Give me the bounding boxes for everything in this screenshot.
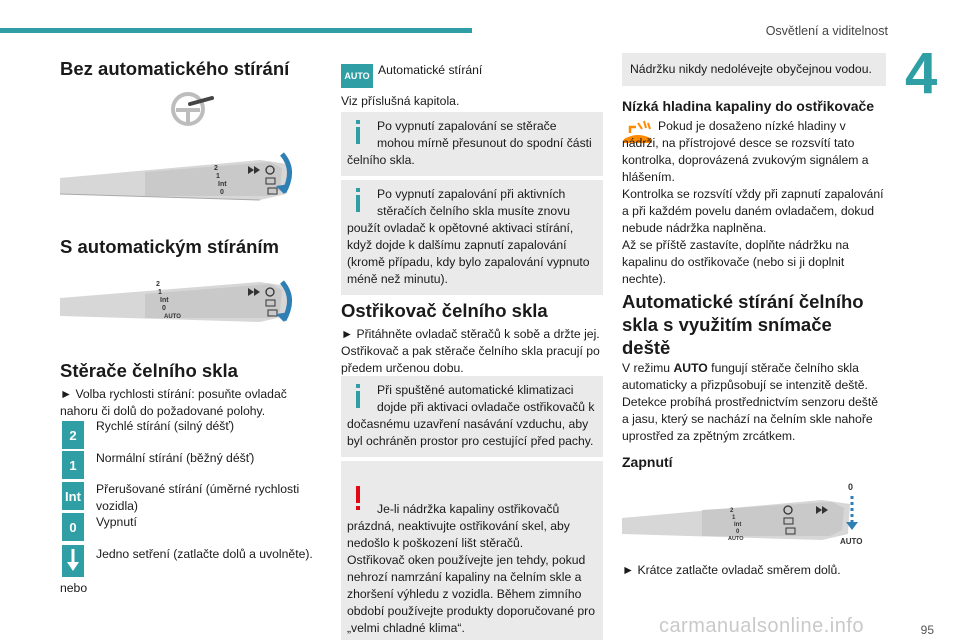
lever-label-2: 2 bbox=[214, 165, 218, 172]
lever3-auto-label: AUTO bbox=[840, 537, 863, 546]
auto-badge-icon: AUTO bbox=[341, 64, 373, 88]
info-icon bbox=[347, 118, 369, 146]
speed-icon-0: 0 bbox=[62, 513, 84, 541]
nebo-text: nebo bbox=[60, 581, 88, 595]
section-title: Osvětlení a viditelnost bbox=[765, 24, 888, 38]
speed-icon-2: 2 bbox=[62, 421, 84, 449]
heading-rain-sensor: Automatické stírání čelního skla s využitím snímače deště bbox=[622, 291, 864, 359]
lever-label-int: Int bbox=[218, 181, 227, 188]
speed-label-0: Vypnutí bbox=[96, 515, 137, 529]
heading-switch-on: Zapnutí bbox=[622, 454, 673, 470]
switch-on-text: ► Krátce zatlačte ovladač směrem dolů. bbox=[622, 563, 841, 577]
info-note-2: Po vypnutí zapalování při aktivních stěračích čelního skla musíte znovu použít ovladač k opětovné aktivaci stírání, když dojde k dalšímu zapnutí zapalování (kromě případu, kdy bylo zapalování vypnuto méně než minutu). bbox=[341, 180, 603, 295]
lever-auto-label-auto: AUTO bbox=[164, 314, 181, 320]
washer-text: ► Přitáhněte ovladač stěračů k sobě a držte jej. Ostřikovač a pak stěrače čelního skla pracují po předem určenou dobu. bbox=[341, 327, 600, 375]
info-icon bbox=[347, 382, 369, 410]
steering-wheel-icon bbox=[170, 88, 218, 133]
down-arrow-icon bbox=[62, 545, 84, 577]
lever3-label-2: 2 bbox=[730, 508, 734, 514]
info-note-1: Po vypnutí zapalování se stěrače mohou mírně přesunout do spodní části čelního skla. bbox=[341, 112, 603, 176]
wiper-lever-illustration bbox=[60, 150, 300, 212]
lever3-label-int: Int bbox=[734, 522, 742, 528]
wipers-intro-text: ► Volba rychlosti stírání: posuňte ovladač nahoru či dolů do požadované polohy. bbox=[60, 387, 287, 418]
lever3-label-1: 1 bbox=[732, 515, 736, 521]
speed-label-single: Jedno setření (zatlačte dolů a uvolněte). bbox=[96, 547, 313, 561]
note-top: Nádržku nikdy nedolévejte obyčejnou vodou. bbox=[622, 53, 886, 86]
warning-icon bbox=[347, 484, 369, 512]
chapter-number: 4 bbox=[905, 41, 938, 106]
wiper-lever-switch-on-illustration bbox=[622, 478, 872, 550]
warning-note: Je-li nádržka kapaliny ostřikovačů prázdná, neaktivujte ostřikování skel, aby nedošlo k poškození lišt stěračů. Ostřikovač oken používejte jen tehdy, pokud nehrozí namrzání kapaliny na čelním skle a zhoršení výhledu z vozidla. Během zimního období používejte produkty doporučované pro „velmi chladné klima“. bbox=[341, 461, 603, 640]
speed-label-2: Rychlé stírání (silný déšť) bbox=[96, 419, 234, 433]
lever-label-1: 1 bbox=[216, 173, 220, 180]
rain-sensor-text: V režimu AUTO fungují stěrače čelního skla automaticky a přizpůsobují se intenzitě deště. Detekce probíhá prostřednictvím senzoru deště a jasu, který se nachází na čelním skle nahoře uprostřed za zpětným zrcátkem. bbox=[622, 361, 879, 443]
lever-auto-label-0: 0 bbox=[162, 305, 166, 312]
speed-label-1: Normální stírání (běžný déšť) bbox=[96, 451, 255, 465]
speed-icon-1: 1 bbox=[62, 451, 84, 479]
see-chapter-text: Viz příslušná kapitola. bbox=[341, 94, 460, 108]
speed-icon-int: Int bbox=[62, 482, 84, 510]
speed-label-int: Přerušované stírání (úměrné rychlosti vozidla) bbox=[96, 482, 300, 513]
lever3-zero-label: 0 bbox=[848, 482, 854, 492]
heading-no-auto-wiping: Bez automatického stírání bbox=[60, 58, 290, 79]
low-level-text: Pokud je dosaženo nízké hladiny v nádrži, na přístrojové desce se rozsvítí tato kontrolka, doprovázená zvukovým signálem a hlášením. Kontrolka se rozsvítí vždy při zapnutí zapalování a při každém povelu daném ovladačem, dokud nebude nádržka naplněna. Až se příště zastavíte, doplňte nádržku na kapalinu do ostřikovače (nebo si ji doplnit nechte). bbox=[622, 119, 884, 286]
header-accent-bar bbox=[0, 28, 472, 33]
lever-auto-label-int: Int bbox=[160, 297, 169, 304]
curved-arrow-icon bbox=[272, 152, 298, 201]
curved-arrow-icon bbox=[272, 280, 298, 329]
heading-auto-wiping: S automatickým stíráním bbox=[60, 236, 279, 257]
lever-auto-label-2: 2 bbox=[156, 281, 160, 288]
page-number: 95 bbox=[920, 623, 934, 637]
footer-watermark-url: carmanualsonline.info bbox=[658, 615, 864, 637]
wiper-lever-auto-illustration bbox=[60, 276, 300, 338]
heading-windscreen-wipers: Stěrače čelního skla bbox=[60, 360, 238, 381]
info-icon bbox=[347, 186, 369, 214]
heading-washer: Ostřikovač čelního skla bbox=[341, 300, 548, 321]
lever3-label-auto: AUTO bbox=[728, 536, 744, 542]
lever3-label-0: 0 bbox=[736, 529, 740, 535]
heading-low-level: Nízká hladina kapaliny do ostřikovače bbox=[622, 98, 875, 114]
lever-auto-label-1: 1 bbox=[158, 289, 162, 296]
info-note-3: Při spuštěné automatické klimatizaci dojde při aktivaci ovladače ostřikovačů k dočasnému uzavření nasávání vzduchu, aby byl ochráněn prostor pro cestující před pachy. bbox=[341, 376, 603, 457]
auto-wiping-label: Automatické stírání bbox=[378, 63, 483, 77]
lever-label-0: 0 bbox=[220, 189, 224, 196]
